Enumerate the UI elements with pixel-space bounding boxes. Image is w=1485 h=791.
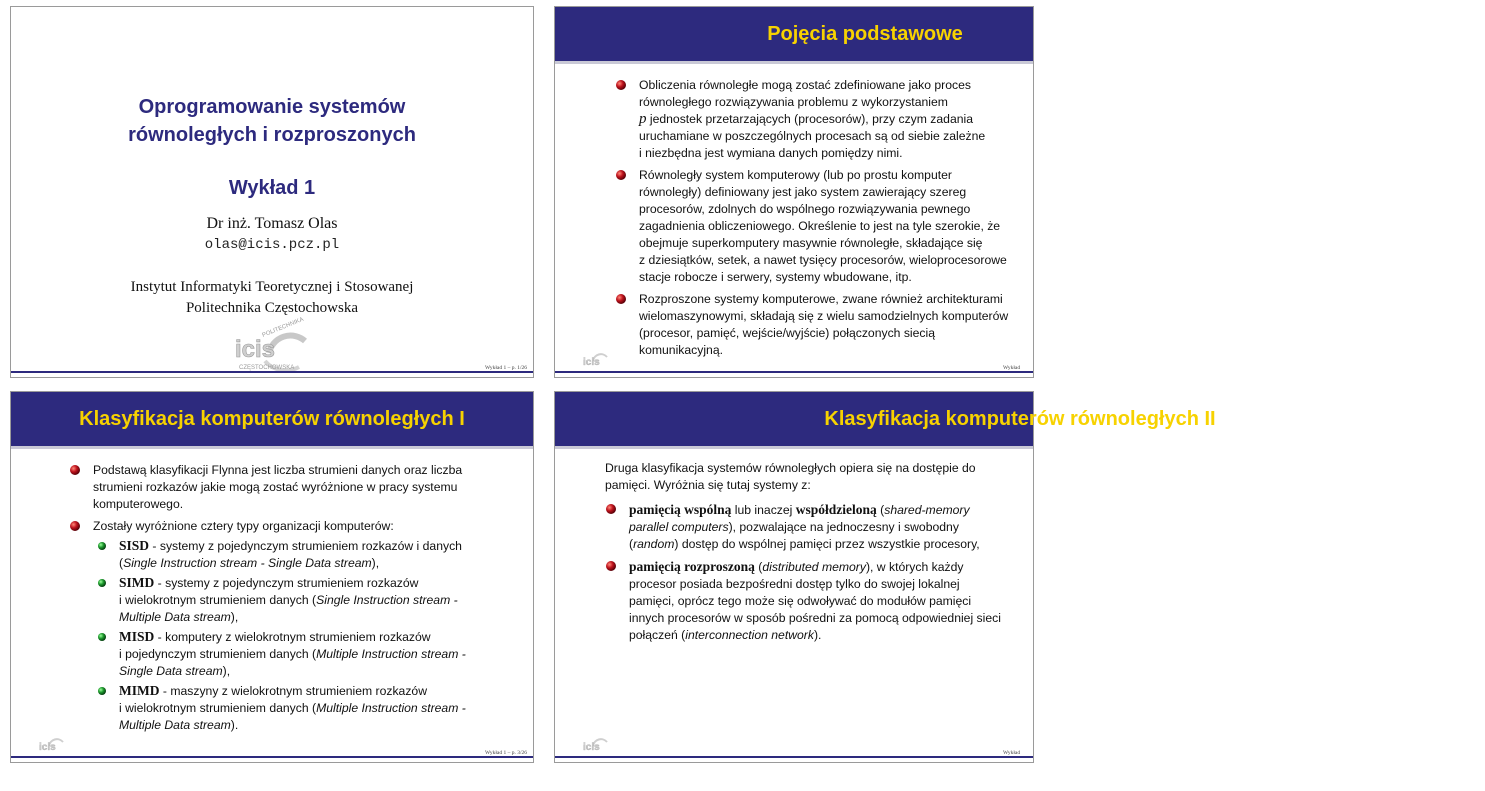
bullet-item xyxy=(615,77,1085,162)
term-shared: współdzieloną xyxy=(795,502,877,517)
slide-title: Klasyfikacja komputerów równoległych I xyxy=(79,407,465,430)
text-line: i niezbędna jest wymiana danych pomiędzy nimi. xyxy=(639,146,903,160)
text-span: ( xyxy=(754,560,763,574)
green-ball-bullet-icon xyxy=(97,686,107,696)
slide-title: Klasyfikacja komputerów równoległych II xyxy=(824,407,1216,430)
text-line: pamięci, oprócz tego może się odwoływać do modułów pamięci xyxy=(629,594,972,608)
term-sisd: SISD xyxy=(119,538,150,553)
term-simd: SIMD xyxy=(119,575,155,590)
italic-span: Single Data stream xyxy=(119,664,223,678)
term-distributed-memory: pamięcią rozproszoną xyxy=(629,559,755,574)
text-line: uruchamiane w poszczególnych procesach są od siebie zależne xyxy=(639,129,986,143)
text-line: innych procesorów w sposób pośredni za pomocą odpowiedniej sieci xyxy=(629,611,1001,625)
text-line xyxy=(119,717,539,734)
text-line: Druga klasyfikacja systemów równoległych opiera się na dostępie do xyxy=(605,461,976,475)
logo-ring-bottom: CZĘSTOCHOWSKA xyxy=(239,365,295,371)
italic-span: Multiple Data stream xyxy=(119,610,231,624)
sub-item-mimd xyxy=(97,682,539,734)
bullet-item-distributed-memory xyxy=(605,558,1085,644)
text-span: ( xyxy=(876,503,885,517)
italic-span: distributed memory xyxy=(762,560,866,574)
intro-paragraph xyxy=(605,460,1085,494)
text-span: jednostek przetarzających (procesorów), przy czym zadania xyxy=(646,112,973,126)
text-span: ), w których każdy xyxy=(865,560,964,574)
text-span: - systemy z pojedynczym strumieniem rozkazów i danych xyxy=(149,539,462,553)
logo-wordmark: icis xyxy=(39,742,56,753)
bullet-item xyxy=(69,462,539,513)
text-line xyxy=(119,537,539,555)
text-line xyxy=(639,111,1085,128)
text-span: ), xyxy=(371,556,380,570)
text-line xyxy=(119,700,539,717)
text-line: z dziesiątków, setek, a nawet tysięcy procesorów, wieloprocesorowe xyxy=(639,253,1007,267)
sub-item-simd xyxy=(97,574,539,626)
author-email: olas@icis.pcz.pl xyxy=(204,237,340,253)
text-span: ). xyxy=(813,628,822,642)
text-line: komunikacyjną. xyxy=(639,343,723,357)
slide-title-bar xyxy=(555,7,1033,64)
red-ball-bullet-icon xyxy=(615,79,627,91)
italic-span: Multiple Instruction stream - xyxy=(316,701,466,715)
slide-title: Pojęcia podstawowe xyxy=(767,22,963,45)
text-span: i wielokrotnym strumieniem danych ( xyxy=(119,701,317,715)
text-line xyxy=(629,519,1085,536)
slide-classification-1 xyxy=(10,391,534,763)
text-line xyxy=(119,663,539,680)
institute-line1: Instytut Informatyki Teoretycznej i Stosowanej xyxy=(130,279,414,295)
text-span: - maszyny z wielokrotnym strumieniem rozkazów xyxy=(159,684,428,698)
text-span: i wielokrotnym strumieniem danych ( xyxy=(119,593,317,607)
slide-footer: Wykład xyxy=(1003,750,1021,756)
text-span: ), pozwalające na jednoczesny i swobodny xyxy=(728,520,959,534)
text-span: ), xyxy=(222,664,231,678)
sub-list xyxy=(97,537,539,734)
text-line xyxy=(629,501,1085,519)
italic-span: parallel computers xyxy=(629,520,729,534)
text-line xyxy=(119,609,539,626)
slide-basic-concepts xyxy=(554,6,1034,378)
text-line xyxy=(119,628,539,646)
green-ball-bullet-icon xyxy=(97,541,107,551)
italic-span: Single Instruction stream - xyxy=(316,593,458,607)
slide-body xyxy=(605,460,1085,649)
icis-logo-icon xyxy=(235,316,311,371)
red-ball-bullet-icon xyxy=(615,169,627,181)
presentation-title-line1: Oprogramowanie systemów xyxy=(138,96,406,118)
sub-item-sisd xyxy=(97,537,539,572)
red-ball-bullet-icon xyxy=(69,520,81,532)
red-ball-bullet-icon xyxy=(605,560,617,572)
icis-logo-icon xyxy=(39,736,65,754)
red-ball-bullet-icon xyxy=(615,293,627,305)
lecture-number: Wykład 1 xyxy=(228,177,316,199)
text-line: komputerowego. xyxy=(93,497,184,511)
footer-rule xyxy=(11,371,533,373)
text-span: i pojedynczym strumieniem danych ( xyxy=(119,647,317,661)
term-misd: MISD xyxy=(119,629,155,644)
text-line: Zostały wyróżnione cztery typy organizacji komputerów: xyxy=(93,519,394,533)
italic-span: Single Instruction stream - Single Data stream xyxy=(123,556,372,570)
text-line: Obliczenia równoległe mogą zostać zdefiniowane jako proces xyxy=(639,78,971,92)
footer-rule xyxy=(555,371,1033,373)
presentation-title xyxy=(11,93,533,149)
logo-wordmark: icis xyxy=(583,742,600,753)
slide-footer: Wykład 1 – p. 3/26 xyxy=(485,750,527,756)
bullet-item xyxy=(615,167,1085,286)
sub-item-misd xyxy=(97,628,539,680)
text-line: procesorów, zdolnych do wspólnego rozwiązywania pewnego xyxy=(639,202,971,216)
text-line: równoległego rozwiązywania problemu z wykorzystaniem xyxy=(639,95,948,109)
text-line: (procesor, pamięć, wejście/wyjście) połączonych siecią xyxy=(639,326,935,340)
text-line: równoległy) definiowany jest jako system zawierający szereg xyxy=(639,185,967,199)
italic-span: Multiple Data stream xyxy=(119,718,231,732)
text-line: Rozproszone systemy komputerowe, zwane również architekturami xyxy=(639,292,1003,306)
text-span: lub inaczej xyxy=(731,503,796,517)
italic-span: shared-memory xyxy=(884,503,970,517)
text-line xyxy=(629,558,1085,576)
icis-logo-icon xyxy=(583,351,609,369)
text-line xyxy=(119,555,539,572)
slide-classification-2 xyxy=(554,391,1216,763)
slide-body xyxy=(615,77,1085,364)
text-line: strumieni rozkazów jakie mogą zostać wyróżnione w pracy systemu xyxy=(93,480,458,494)
italic-span: Multiple Instruction stream - xyxy=(316,647,466,661)
red-ball-bullet-icon xyxy=(605,503,617,515)
text-line: wielomaszynowymi, składają się z wielu samodzielnych komputerów xyxy=(639,309,1009,323)
footer-rule xyxy=(11,756,533,758)
slide-footer: Wykład 1 – p. 1/26 xyxy=(485,365,527,371)
text-line: procesor posiada bezpośredni dostęp tylko do swojej lokalnej xyxy=(629,577,960,591)
green-ball-bullet-icon xyxy=(97,578,107,588)
text-line: zagadnienia obliczeniowego. Określenie to jest na tyle szerokie, że xyxy=(639,219,1001,233)
italic-span: random xyxy=(633,537,675,551)
italic-span: interconnection network xyxy=(685,628,814,642)
institute-line2: Politechnika Częstochowska xyxy=(185,300,359,316)
institute xyxy=(11,277,533,319)
slide-body xyxy=(69,462,539,739)
text-span: połączeń ( xyxy=(629,628,686,642)
bullet-item xyxy=(615,291,1085,359)
icis-logo-icon xyxy=(583,736,609,754)
text-line: obejmuje superkomputery masywnie równoległe, składające się xyxy=(639,236,983,250)
logo-wordmark: icis xyxy=(583,357,600,368)
text-line xyxy=(119,682,539,700)
text-span: - komputery z wielokrotnym strumieniem rozkazów xyxy=(154,630,431,644)
text-line xyxy=(119,574,539,592)
slide-footer: Wykład xyxy=(1003,365,1021,371)
footer-rule xyxy=(555,756,1033,758)
text-line: pamięci. Wyróżnia się tutaj systemy z: xyxy=(605,478,811,492)
text-line: Równoległy system komputerowy (lub po prostu komputer xyxy=(639,168,952,182)
bullet-item-shared-memory xyxy=(605,501,1085,553)
text-line xyxy=(119,592,539,609)
slide-title-bar xyxy=(555,392,1216,449)
text-span: ) dostęp do wspólnej pamięci przez wszystkie procesory, xyxy=(674,537,980,551)
slide-title-page xyxy=(10,6,534,378)
green-ball-bullet-icon xyxy=(97,632,107,642)
text-span: ( xyxy=(119,556,124,570)
text-span: - systemy z pojedynczym strumieniem rozkazów xyxy=(154,576,419,590)
text-span: ( xyxy=(629,537,634,551)
author-name: Dr inż. Tomasz Olas xyxy=(206,215,338,232)
presentation-title-line2: równoległych i rozproszonych xyxy=(128,124,416,146)
logo-wordmark: icis xyxy=(235,336,276,363)
text-line xyxy=(629,536,1085,553)
text-line: stacje robocze i serwery, systemy wbudowane, itp. xyxy=(639,270,912,284)
red-ball-bullet-icon xyxy=(69,464,81,476)
text-line: Podstawą klasyfikacji Flynna jest liczba strumieni danych oraz liczba xyxy=(93,463,463,477)
text-span: ), xyxy=(230,610,239,624)
text-span: ). xyxy=(230,718,239,732)
slide-title-bar xyxy=(11,392,533,449)
text-line xyxy=(119,646,539,663)
text-line xyxy=(629,627,1085,644)
term-shared-memory: pamięcią wspólną xyxy=(629,502,732,517)
term-mimd: MIMD xyxy=(119,683,160,698)
logo-ring-top: POLITECHNIKA xyxy=(261,316,305,339)
math-variable: p xyxy=(639,111,647,127)
bullet-item xyxy=(69,518,539,734)
